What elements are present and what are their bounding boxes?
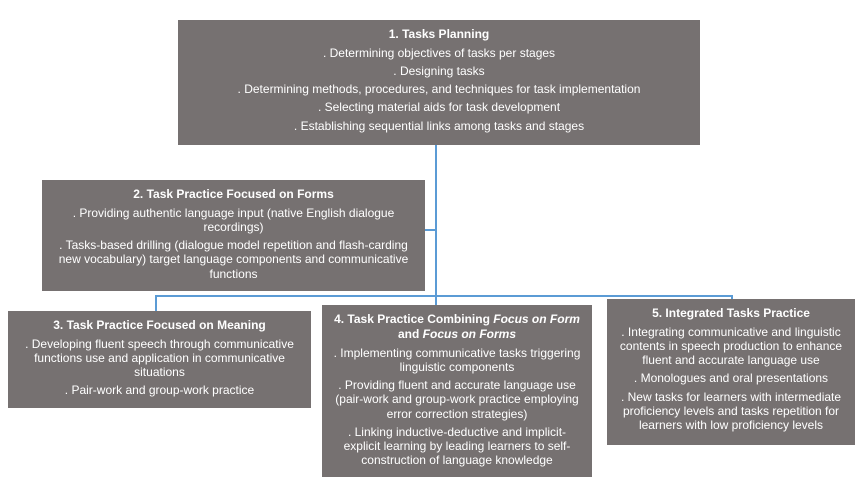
- connector-box2-to-trunk: [425, 229, 437, 231]
- box-title: 3. Task Practice Focused on Meaning: [53, 318, 266, 332]
- box-title: 5. Integrated Tasks Practice: [652, 306, 810, 320]
- box-task-practice-forms: [42, 180, 425, 291]
- box-title: [330, 312, 584, 342]
- box-task-practice-meaning: [8, 311, 311, 408]
- connector-drop-to-box4: [435, 295, 437, 305]
- box-item: . Determining methods, procedures, and techniques for task implementation: [237, 82, 641, 97]
- connector-vertical-from-box1: [435, 145, 437, 295]
- box-item: . Providing fluent and accurate language use (pair-work and group-work practice employing error correction strategies): [335, 378, 579, 421]
- box-item: . Monologues and oral presentations: [633, 371, 829, 386]
- box-item: . Providing authentic language input (native English dialogue recordings): [72, 206, 395, 235]
- box-item: . Designing tasks: [393, 64, 485, 79]
- box-tasks-planning: [178, 20, 700, 145]
- box-item: . Establishing sequential links among tasks and stages: [293, 118, 585, 133]
- box-item: . New tasks for learners with intermediate proficiency levels and tasks repetition for learners with low proficiency levels: [620, 389, 842, 432]
- box-title: 2. Task Practice Focused on Forms: [133, 187, 334, 201]
- box-item: . Integrating communicative and linguistic contents in speech production to enhance fluent and accurate language use: [619, 325, 843, 368]
- title-part: and: [397, 327, 423, 341]
- box-item: . Pair-work and group-work practice: [64, 383, 255, 398]
- box-item: . Tasks-based drilling (dialogue model repetition and flash-carding new vocabulary) target language components and communicative functions: [58, 238, 409, 281]
- box-task-practice-combining: [322, 305, 592, 477]
- title-part: 4. Task Practice Combining: [334, 312, 494, 326]
- box-item: . Developing fluent speech through communicative functions use and application in communicative situations: [25, 337, 294, 380]
- box-item: . Implementing communicative tasks triggering linguistic components: [333, 346, 581, 375]
- connector-horizontal-branch: [155, 295, 733, 297]
- box-title: 1. Tasks Planning: [388, 27, 490, 41]
- box-integrated-tasks-practice: [607, 299, 855, 445]
- title-part-italic: Focus on Forms: [422, 327, 516, 341]
- box-item: . Selecting material aids for task development: [317, 100, 561, 115]
- box-item: . Linking inductive-deductive and implicit-explicit learning by leading learners to self-construction of language knowledge: [343, 424, 571, 468]
- title-part-italic: Focus on Form: [493, 312, 580, 326]
- box-item: . Determining objectives of tasks per stages: [322, 46, 556, 60]
- connector-drop-to-box3: [155, 295, 157, 311]
